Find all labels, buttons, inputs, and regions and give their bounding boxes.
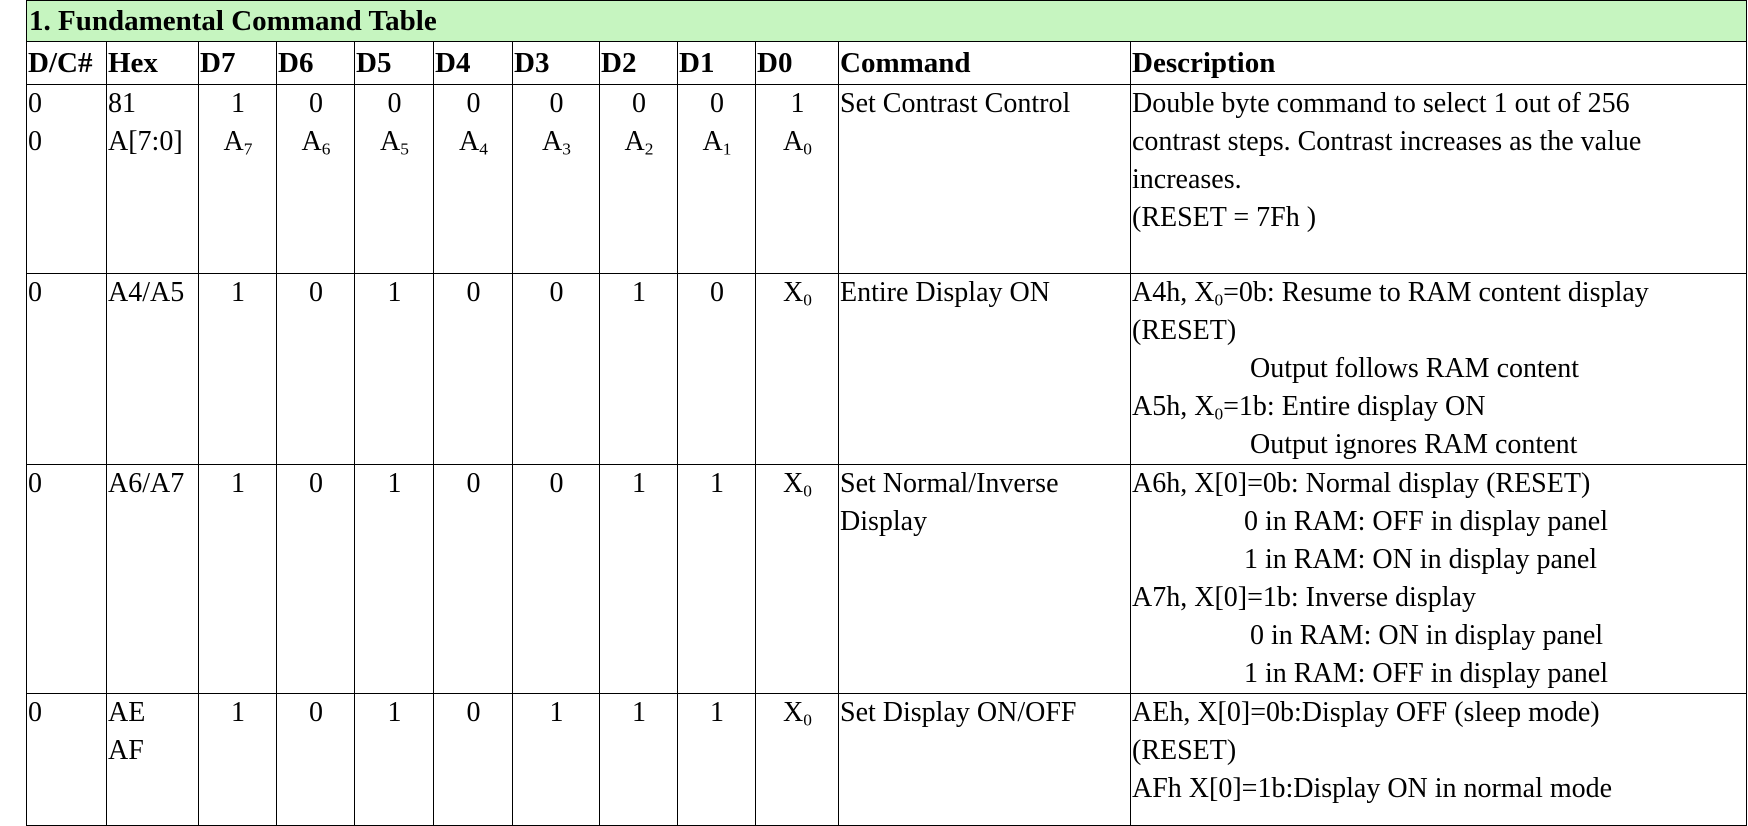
bit-d1: 1 — [678, 465, 756, 694]
bit-d4: 0 — [434, 274, 513, 465]
bit-d4: 0 $A_4$ — [434, 85, 513, 274]
description-cell: Double byte command to select 1 out of 256 contrast steps. Contrast increases as the value increases. (RESET = 7Fh ) — [1131, 85, 1747, 274]
command-cell: Entire Display ON — [839, 274, 1131, 465]
dc-cell — [27, 85, 107, 274]
bit-d1: 0 — [678, 274, 756, 465]
bit-d7: 1 — [199, 274, 277, 465]
header-description: Description — [1131, 42, 1747, 85]
bit-d7: 1 — [199, 465, 277, 694]
header-d7: D7 — [199, 42, 277, 85]
bit-d1: 0 $A_1$ — [678, 85, 756, 274]
hex-cell: AE AF — [107, 694, 199, 826]
table-title: 1. Fundamental Command Table — [27, 1, 1747, 42]
header-d1: D1 — [678, 42, 756, 85]
bit-d5: 1 — [355, 694, 434, 826]
dc-value: 0 — [28, 126, 42, 157]
table-title-row — [27, 1, 1747, 42]
bit-d0: $X_0$ — [756, 274, 839, 465]
bit-d6: 0 — [277, 694, 355, 826]
bit-d1: 1 — [678, 694, 756, 826]
bit-d6: 0 $A_6$ — [277, 85, 355, 274]
hex-cell: A6/A7 — [107, 465, 199, 694]
table-header-row — [27, 42, 1747, 85]
header-hex: Hex — [107, 42, 199, 85]
bit-d6: 0 — [277, 465, 355, 694]
bit-d3: 0 — [513, 465, 600, 694]
bit-d2: 1 — [600, 694, 678, 826]
bit-d6: 0 — [277, 274, 355, 465]
fundamental-command-table — [26, 0, 1747, 826]
dc-value: 0 — [28, 88, 42, 119]
bit-d3: 0 $A_3$ — [513, 85, 600, 274]
bit-d3: 0 — [513, 274, 600, 465]
command-table-sheet — [26, 0, 1746, 826]
header-d4: D4 — [434, 42, 513, 85]
header-d2: D2 — [600, 42, 678, 85]
table-row-normal-inverse — [27, 465, 1747, 694]
command-cell: Set Display ON/OFF — [839, 694, 1131, 826]
command-cell: Set Contrast Control — [839, 85, 1131, 274]
bit-d5: 1 — [355, 274, 434, 465]
bit-d0: $X_0$ — [756, 694, 839, 826]
hex-cell — [107, 85, 199, 274]
header-d0: D0 — [756, 42, 839, 85]
bit-d5: 0 $A_5$ — [355, 85, 434, 274]
table-row-entire-display — [27, 274, 1747, 465]
header-d5: D5 — [355, 42, 434, 85]
hex-value: 81 — [108, 88, 136, 119]
description-cell: A4h, $X_0=0b$: Resume to RAM content display (RESET) Output follows RAM content A5h, $X_0=1b$: Entire display ON Output ignores RAM content — [1131, 274, 1747, 465]
bit-d7: 1 $A_7$ — [199, 85, 277, 274]
hex-cell: A4/A5 — [107, 274, 199, 465]
description-cell: AEh, X[0]=0b:Display OFF (sleep mode) (RESET) AFh X[0]=1b:Display ON in normal mode — [1131, 694, 1747, 826]
header-d3: D3 — [513, 42, 600, 85]
header-d6: D6 — [277, 42, 355, 85]
bit-d4: 0 — [434, 694, 513, 826]
command-cell: Set Normal/Inverse Display — [839, 465, 1131, 694]
bit-d5: 1 — [355, 465, 434, 694]
bit-d7: 1 — [199, 694, 277, 826]
dc-cell: 0 — [27, 465, 107, 694]
bit-d2: 1 — [600, 465, 678, 694]
dc-cell: 0 — [27, 694, 107, 826]
bit-d0: 1 $A_0$ — [756, 85, 839, 274]
bit-d0: $X_0$ — [756, 465, 839, 694]
bit-d2: 1 — [600, 274, 678, 465]
table-row-display-onoff — [27, 694, 1747, 826]
bit-d3: 1 — [513, 694, 600, 826]
description-cell: A6h, X[0]=0b: Normal display (RESET) 0 in RAM: OFF in display panel 1 in RAM: ON in display panel A7h, X[0]=1b: Inverse display 0 in RAM: ON in display panel 1 in RAM: OFF in display panel — [1131, 465, 1747, 694]
dc-cell: 0 — [27, 274, 107, 465]
bit-d4: 0 — [434, 465, 513, 694]
hex-value: A[7:0] — [108, 126, 183, 157]
header-dc: D/C# — [27, 42, 107, 85]
bit-d2: 0 $A_2$ — [600, 85, 678, 274]
header-command: Command — [839, 42, 1131, 85]
table-row-contrast — [27, 85, 1747, 274]
